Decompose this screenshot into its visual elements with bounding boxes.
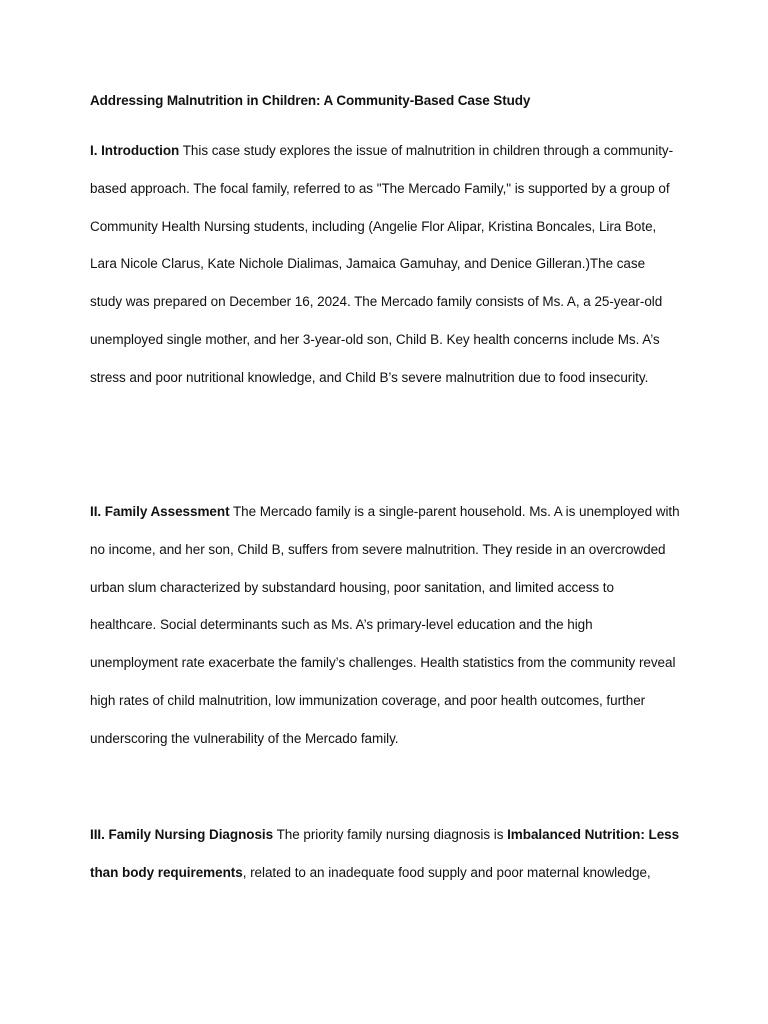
- introduction-body: This case study explores the issue of malnutrition in children through a community-based approach. The focal family, referred to as "The Mercado Family," is supported by a group of Community Health Nursing students, including (Angelie Flor Alipar, Kristina Boncales, Lira Bote, Lara Nicole Clarus, Kate Nichole Dialimas, Jamaica Gamuhay, and Denice Gilleran.)The case study was prepared on December 16, 2024. The Mercado family consists of Ms. A, a 25-year-old unemployed single mother, and her 3-year-old son, Child B. Key health concerns include Ms. A’s stress and poor nutritional knowledge, and Child B’s severe malnutrition due to food insecurity.: [90, 143, 674, 385]
- nursing-diagnosis-heading: III. Family Nursing Diagnosis: [90, 827, 274, 842]
- nursing-diagnosis-body-before: The priority family nursing diagnosis is: [276, 827, 504, 842]
- introduction-paragraph: [90, 132, 680, 397]
- nursing-diagnosis-body-after: , related to an inadequate food supply and poor maternal knowledge,: [242, 864, 651, 880]
- document-title: Addressing Malnutrition in Children: A Community-Based Case Study: [90, 93, 531, 108]
- family-assessment-body: The Mercado family is a single-parent household. Ms. A is unemployed with no income, and her son, Child B, suffers from severe malnutrition. They reside in an overcrowded urban slum characterized by substandard housing, poor sanitation, and limited access to healthcare. Social determinants such as Ms. A’s primary-level education and the high unemployment rate exacerbate the family’s challenges. Health statistics from the community reveal high rates of child malnutrition, low immunization coverage, and poor health outcomes, further underscoring the vulnerability of the Mercado family.: [90, 504, 680, 746]
- nursing-diagnosis-emphasis: Imbalanced Nutrition: Less than body requirements: [90, 827, 680, 880]
- nursing-diagnosis-paragraph: [90, 816, 680, 892]
- family-assessment-paragraph: [90, 493, 680, 758]
- introduction-heading: I. Introduction: [90, 143, 180, 158]
- family-assessment-heading: II. Family Assessment: [90, 504, 230, 519]
